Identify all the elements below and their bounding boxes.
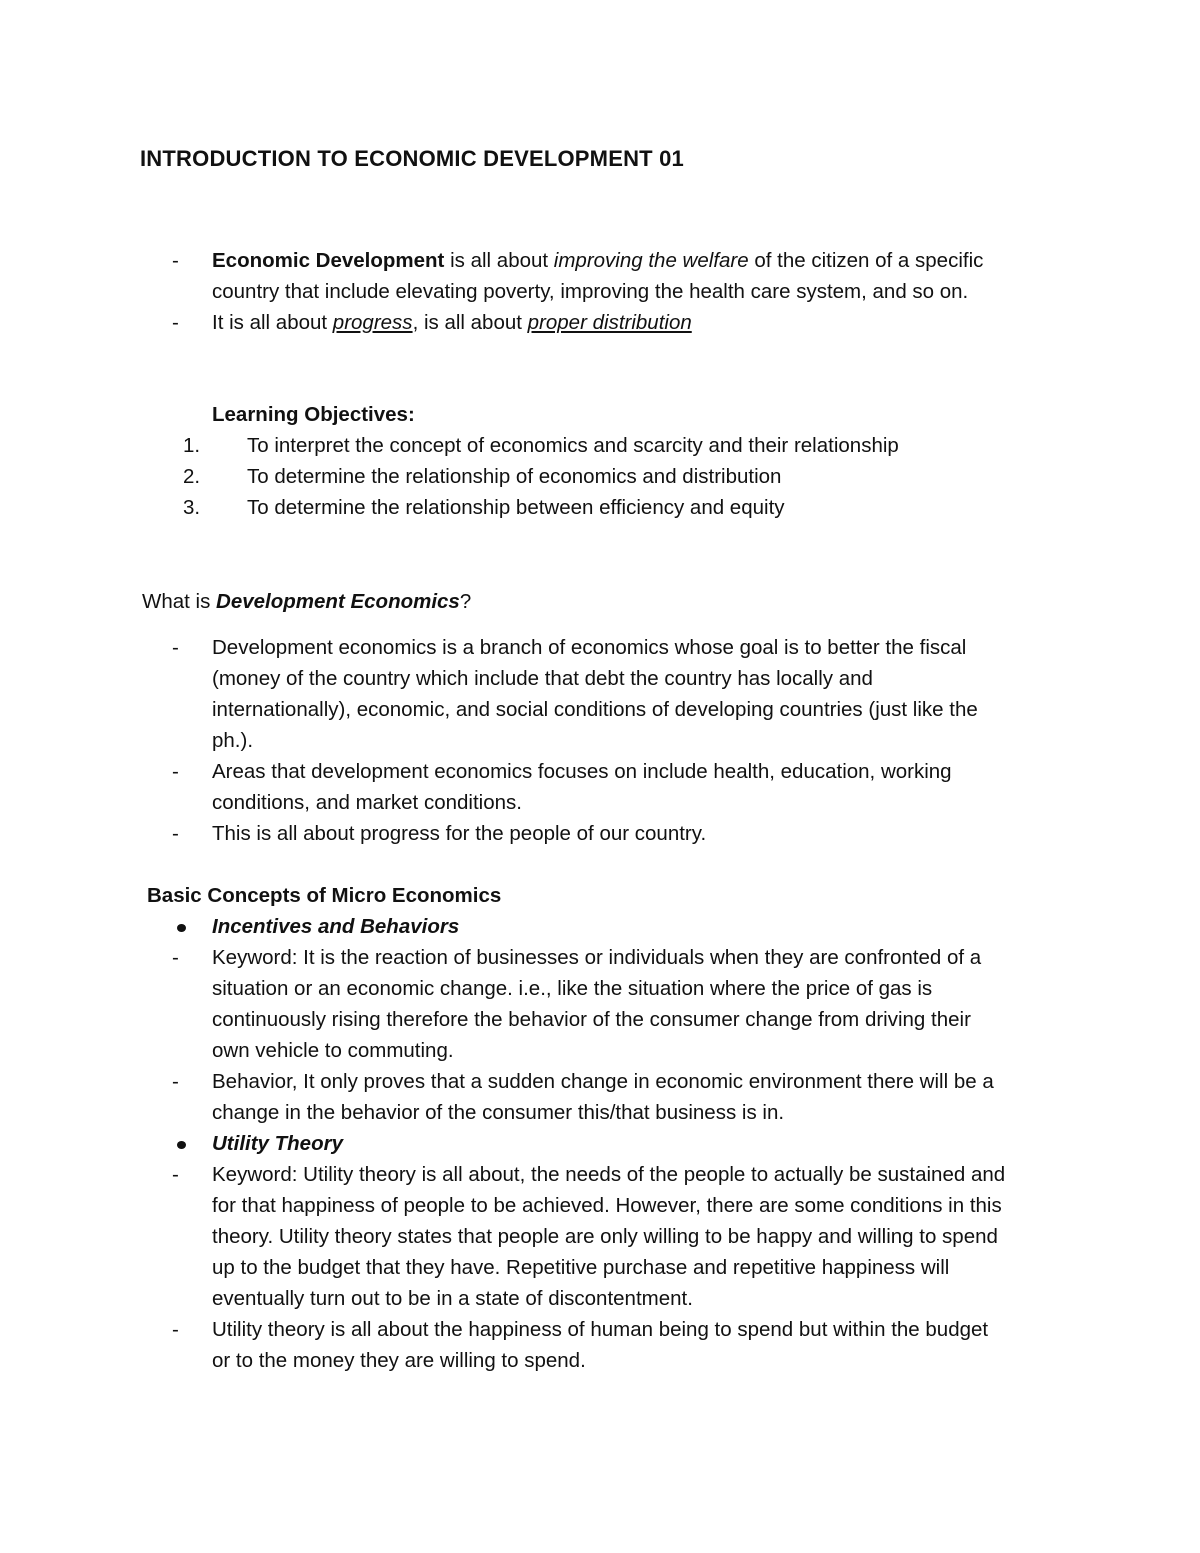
intro-bullet-1-line-1 [212,248,983,274]
development-question [142,589,471,615]
emphasis-welfare: improving the welfare [553,249,749,272]
underlined-proper-distribution: proper distribution [527,311,692,334]
bullet-icon [177,924,186,932]
text-run: ? [459,590,472,613]
objective-item: To determine the relationship of economics and distribution [247,465,782,488]
objective-item: To interpret the concept of economics and scarcity and their relationship [247,434,899,457]
intro-bullet-1-line-2: country that include elevating poverty, improving the health care system, and so on. [212,280,969,303]
dash-marker: - [172,1318,179,1341]
concept2-line: Utility theory is all about the happiness of human being to spend but within the budget [212,1318,989,1341]
concept2-line: theory. Utility theory states that people are only willing to be happy and willing to spend [212,1225,998,1248]
concept-utility-theory: Utility Theory [212,1132,343,1155]
text-run: What is [142,590,217,613]
development-line: internationally), economic, and social conditions of developing countries (just like the [212,698,978,721]
concept2-line: for that happiness of people to be achieved. However, there are some conditions in this [212,1194,1002,1217]
text-run: , is all about [412,311,528,334]
concept2-line: or to the money they are willing to spend. [212,1349,586,1372]
dash-marker: - [172,636,179,659]
objective-number: 1. [183,434,201,457]
concept1-line: Keyword: It is the reaction of businesses or individuals when they are confronted of a [212,946,982,969]
intro-bullet-2 [212,310,692,336]
dash-marker: - [172,249,179,272]
dash-marker: - [172,311,179,334]
concept-incentives-behaviors: Incentives and Behaviors [212,915,460,938]
concept2-line: up to the budget that they have. Repetitive purchase and repetitive happiness will [212,1256,950,1279]
dash-marker: - [172,946,179,969]
development-line: conditions, and market conditions. [212,791,522,814]
micro-heading: Basic Concepts of Micro Economics [147,884,502,907]
dash-marker: - [172,1163,179,1186]
development-line: Development economics is a branch of economics whose goal is to better the fiscal [212,636,967,659]
text-run: It is all about [212,311,333,334]
objective-number: 2. [183,465,201,488]
page-title: INTRODUCTION TO ECONOMIC DEVELOPMENT 01 [140,146,684,171]
concept1-line: continuously rising therefore the behavior of the consumer change from driving their [212,1008,971,1031]
concept1-line: own vehicle to commuting. [212,1039,454,1062]
development-line: This is all about progress for the people of our country. [212,822,707,845]
development-line: (money of the country which include that debt the country has locally and [212,667,873,690]
concept1-line: change in the behavior of the consumer this/that business is in. [212,1101,785,1124]
objective-number: 3. [183,496,201,519]
dash-marker: - [172,822,179,845]
text-run: of the citizen of a specific [748,249,984,272]
term-economic-development: Economic Development [212,249,445,272]
development-line: ph.). [212,729,254,752]
dash-marker: - [172,760,179,783]
concept2-line: Keyword: Utility theory is all about, the needs of the people to actually be sustained and [212,1163,1006,1186]
dash-marker: - [172,1070,179,1093]
concept1-line: Behavior, It only proves that a sudden change in economic environment there will be a [212,1070,994,1093]
concept1-line: situation or an economic change. i.e., like the situation where the price of gas is [212,977,933,1000]
objective-item: To determine the relationship between efficiency and equity [247,496,785,519]
term-development-economics: Development Economics [216,590,460,613]
development-line: Areas that development economics focuses on include health, education, working [212,760,952,783]
underlined-progress: progress [332,311,413,334]
objectives-heading: Learning Objectives: [212,403,415,426]
bullet-icon [177,1141,186,1149]
text-run: is all about [444,249,554,272]
concept2-line: eventually turn out to be in a state of discontentment. [212,1287,693,1310]
